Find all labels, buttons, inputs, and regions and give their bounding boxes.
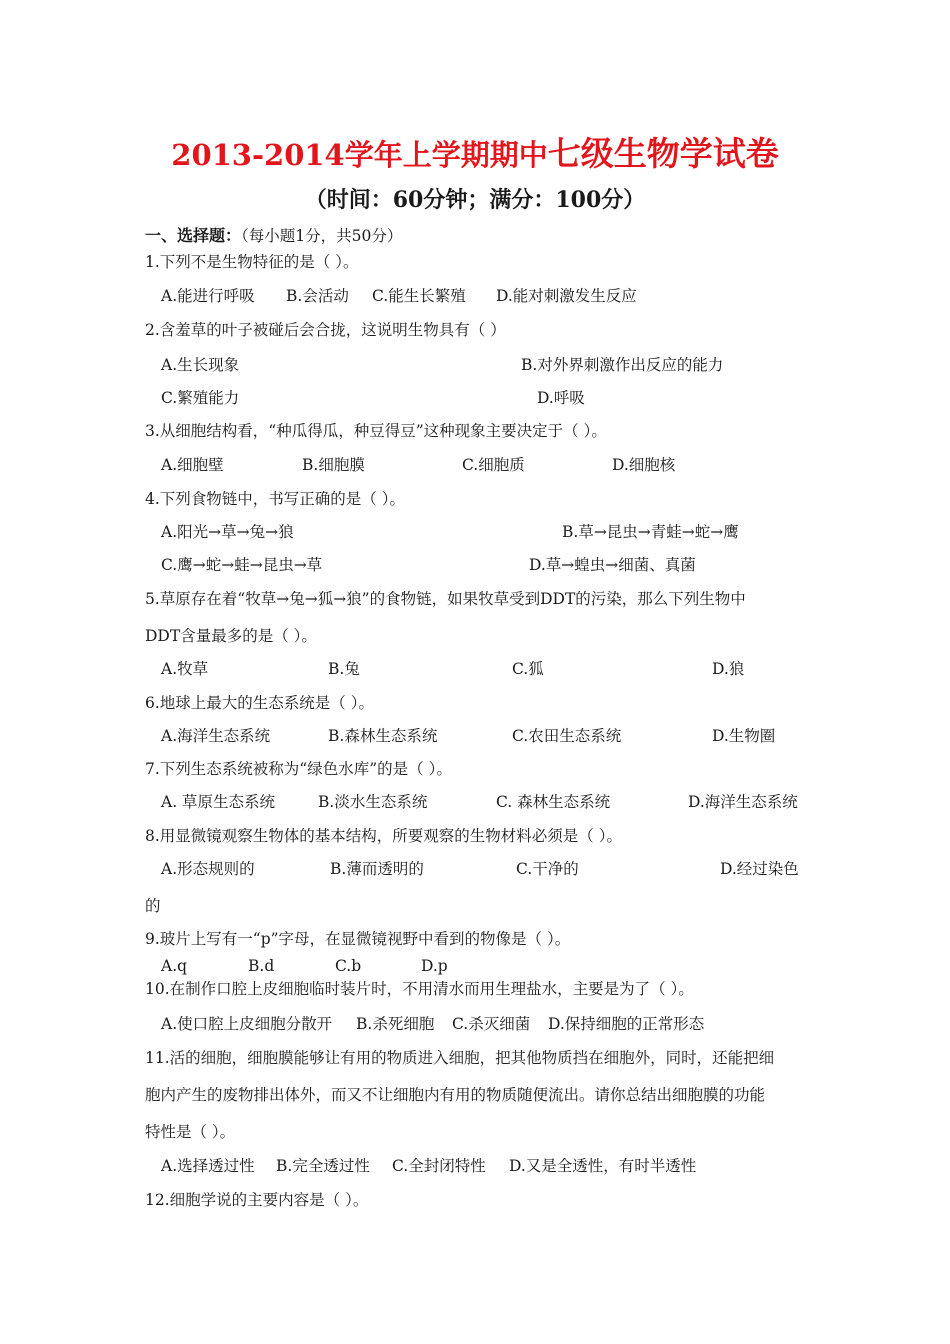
question-3-option-b: B.细胞膜	[302, 456, 365, 474]
question-10-option-d: D.保持细胞的正常形态	[548, 1015, 705, 1033]
question-11-stem-line1: 11.活的细胞，细胞膜能够让有用的物质进入细胞，把其他物质挡在细胞外，同时，还能把细	[145, 1049, 775, 1067]
question-9-option-a: A.q	[161, 957, 188, 975]
section-heading	[145, 226, 402, 246]
question-2-stem: 2.含羞草的叶子被碰后会合拢，这说明生物具有（ ）	[145, 321, 506, 339]
question-11-option-d: D.又是全透性，有时半透性	[509, 1157, 697, 1175]
question-8-option-a: A.形态规则的	[161, 860, 255, 878]
question-9-option-b: B.d	[248, 957, 275, 975]
question-4-option-c: C.鹰→蛇→蛙→昆虫→草	[161, 556, 323, 574]
question-3-option-c: C.细胞质	[462, 456, 525, 474]
question-4-option-a: A.阳光→草→兔→狼	[161, 523, 294, 541]
question-8-option-b: B.薄而透明的	[330, 860, 424, 878]
question-2-option-d: D.呼吸	[537, 389, 585, 407]
section-note: （每小题1分，共50分）	[241, 227, 403, 245]
question-2-option-a: A.生长现象	[161, 356, 240, 374]
question-4-stem: 4.下列食物链中，书写正确的是（ ）。	[145, 490, 405, 508]
question-1-option-c: C.能生长繁殖	[372, 287, 466, 305]
question-11-stem-line3: 特性是（ ）。	[145, 1123, 236, 1141]
question-9-option-c: C.b	[335, 957, 362, 975]
question-1-option-a: A.能进行呼吸	[161, 287, 255, 305]
question-9-option-d: D.p	[421, 957, 448, 975]
exam-title-part1: 2013-2014学年上学期期中	[171, 138, 548, 172]
question-10-option-b: B.杀死细胞	[356, 1015, 435, 1033]
exam-subtitle: （时间：60分钟；满分：100分）	[304, 187, 646, 213]
question-2-option-c: C.繁殖能力	[161, 389, 240, 407]
question-10-stem: 10.在制作口腔上皮细胞临时装片时，不用清水而用生理盐水，主要是为了（ ）。	[145, 980, 694, 998]
exam-title-part2: 七级生物学试卷	[547, 134, 779, 173]
question-5-option-c: C.狐	[512, 660, 544, 678]
question-8-option-d-continued: 的	[145, 897, 161, 915]
question-10-option-c: C.杀灭细菌	[452, 1015, 531, 1033]
question-8-option-d: D.经过染色	[720, 860, 799, 878]
question-6-option-c: C.农田生态系统	[512, 727, 622, 745]
question-4-option-d: D.草→蝗虫→细菌、真菌	[529, 556, 696, 574]
question-7-option-a: A. 草原生态系统	[161, 793, 276, 811]
question-7-stem: 7.下列生态系统被称为“绿色水库”的是（ ）。	[145, 760, 452, 778]
section-title: 一、选择题：	[145, 226, 242, 245]
question-1-option-d: D.能对刺激发生反应	[496, 287, 637, 305]
question-5-option-b: B.兔	[328, 660, 360, 678]
question-3-option-d: D.细胞核	[612, 456, 676, 474]
question-4-option-b: B.草→昆虫→青蛙→蛇→鹰	[562, 523, 739, 541]
question-6-option-d: D.生物圈	[712, 727, 776, 745]
question-9-stem: 9.玻片上写有一“p”字母，在显微镜视野中看到的物像是（ ）。	[145, 930, 571, 948]
question-6-option-a: A.海洋生态系统	[161, 727, 271, 745]
question-5-stem-line2: DDT含量最多的是（ ）。	[145, 627, 317, 645]
question-6-stem: 6.地球上最大的生态系统是（ ）。	[145, 694, 374, 712]
question-11-stem-line2: 胞内产生的废物排出体外，而又不让细胞内有用的物质随便流出。请你总结出细胞膜的功能	[145, 1086, 766, 1104]
question-8-stem: 8.用显微镜观察生物体的基本结构，所要观察的生物材料必须是（ ）。	[145, 827, 622, 845]
question-7-option-d: D.海洋生态系统	[688, 793, 798, 811]
question-10-option-a: A.使口腔上皮细胞分散开	[161, 1015, 333, 1033]
exam-title	[0, 128, 950, 175]
question-8-option-c: C.干净的	[516, 860, 579, 878]
question-6-option-b: B.森林生态系统	[328, 727, 438, 745]
question-3-stem: 3.从细胞结构看，“种瓜得瓜，种豆得豆”这种现象主要决定于（ ）。	[145, 422, 607, 440]
question-7-option-c: C. 森林生态系统	[496, 793, 611, 811]
question-7-option-b: B.淡水生态系统	[318, 793, 428, 811]
question-3-option-a: A.细胞壁	[161, 456, 224, 474]
question-11-option-c: C.全封闭特性	[392, 1157, 486, 1175]
question-5-stem-line1: 5.草原存在着“牧草→兔→狐→狼”的食物链，如果牧草受到DDT的污染，那么下列生物中	[145, 590, 746, 608]
question-2-option-b: B.对外界刺激作出反应的能力	[521, 356, 724, 374]
question-1-stem: 1.下列不是生物特征的是（ ）。	[145, 253, 359, 271]
question-1-option-b: B.会活动	[286, 287, 349, 305]
question-12-stem: 12.细胞学说的主要内容是（ ）。	[145, 1191, 369, 1209]
question-11-option-a: A.选择透过性	[161, 1157, 255, 1175]
question-11-option-b: B.完全透过性	[276, 1157, 370, 1175]
question-5-option-d: D.狼	[712, 660, 745, 678]
question-5-option-a: A.牧草	[161, 660, 209, 678]
